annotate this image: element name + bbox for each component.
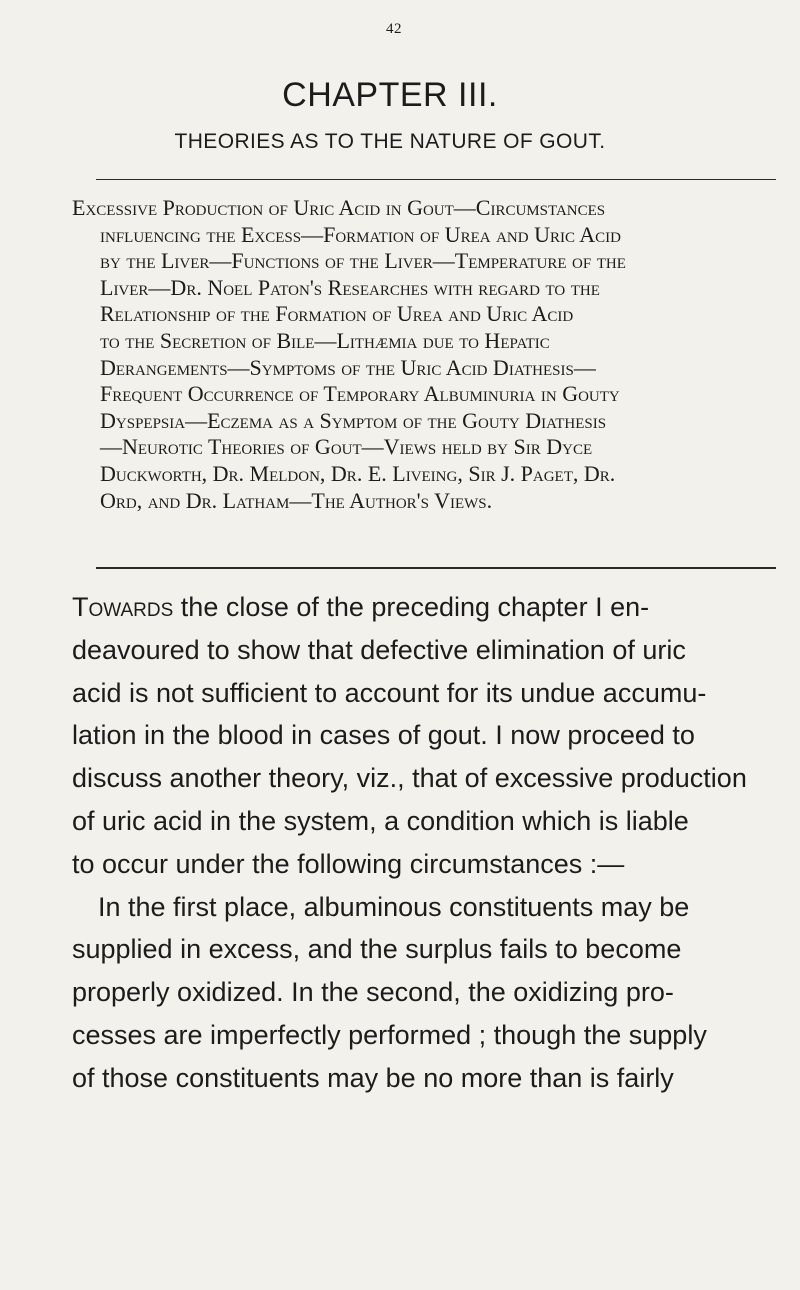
chapter-title: CHAPTER III. [282,76,498,114]
body-line-text: the close of the preceding chapter I en- [173,592,650,622]
body-line: acid is not sufficient to account for its undue accumu- [72,677,707,708]
body-text [72,586,798,1100]
synopsis-line: Dyspepsia—Eczema as a Symptom of the Gouty Diathesis [100,407,607,433]
paragraph-lead-word: Towards [72,592,174,622]
synopsis-line: by the Liver—Functions of the Liver—Temperature of the [100,248,626,274]
synopsis-line: Frequent Occurrence of Temporary Albuminuria in Gouty [100,381,620,407]
chapter-subtitle: THEORIES AS TO THE NATURE OF GOUT. [174,130,606,153]
top-rule [96,179,776,180]
body-line: properly oxidized. In the second, the oxidizing pro- [72,977,674,1008]
bottom-rule [96,567,776,569]
synopsis-line: Derangements—Symptoms of the Uric Acid Diathesis— [100,354,596,380]
paragraph [72,886,798,1100]
synopsis-line: Ord, and Dr. Latham—The Author's Views. [100,487,493,513]
chapter-synopsis [72,195,796,514]
synopsis-line: Excessive Production of Uric Acid in Gout—Circumstances [72,195,606,220]
synopsis-line: to the Secretion of Bile—Lithæmia due to Hepatic [100,327,550,353]
body-line: supplied in excess, and the surplus fails to become [72,934,682,965]
body-line: cesses are imperfectly performed ; though the supply [72,1019,707,1050]
body-line [72,586,798,629]
synopsis-line: Liver—Dr. Noel Paton's Researches with regard to the [100,274,600,300]
synopsis-line: influencing the Excess—Formation of Urea and Uric Acid [100,221,621,247]
body-line: discuss another theory, viz., that of excessive production [72,763,747,794]
paragraph [72,586,798,886]
body-line: In the first place, albuminous constituents may be [98,891,690,922]
body-line: lation in the blood in cases of gout. I now proceed to [72,720,695,751]
body-line: of uric acid in the system, a condition which is liable [72,805,689,836]
synopsis-line: Duckworth, Dr. Meldon, Dr. E. Liveing, Sir J. Paget, Dr. [100,460,616,486]
synopsis-line: Relationship of the Formation of Urea and Uric Acid [100,301,574,327]
body-line: deavoured to show that defective elimination of uric [72,634,686,665]
body-line: to occur under the following circumstances :— [72,848,625,879]
synopsis-line: —Neurotic Theories of Gout—Views held by Sir Dyce [100,434,593,460]
page-number: 42 [386,21,402,37]
body-line: of those constituents may be no more than is fairly [72,1062,674,1093]
